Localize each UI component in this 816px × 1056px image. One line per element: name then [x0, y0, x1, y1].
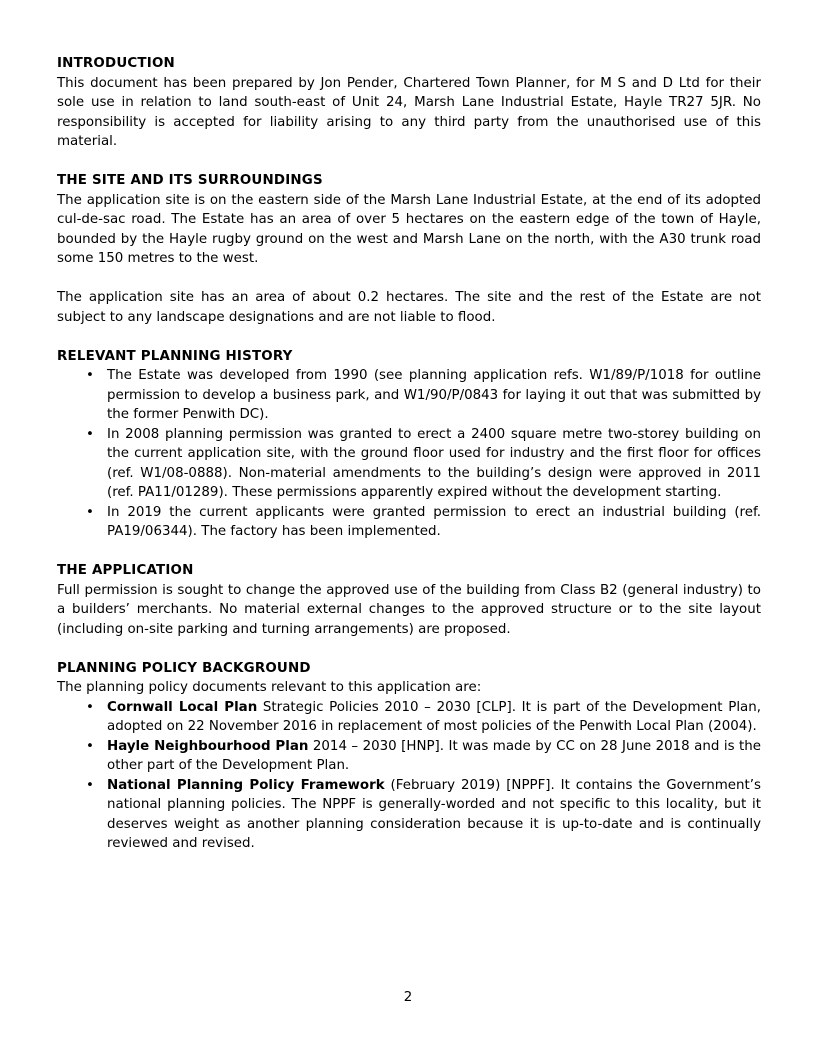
section-heading: INTRODUCTION [57, 56, 175, 71]
bullet-text: The Estate was developed from 1990 (see planning application refs. W1/89/P/1018 for outline permission to develop a business park, and W1/90/P/0843 for laying it out that was submitted by the former Penwith DC). [107, 368, 761, 422]
bullet-text: 2014 – 2030 [HNP]. It was made by CC on 28 June 2018 and is the other part of the Development Plan. [107, 738, 761, 773]
bullet-text: (February 2019) [NPPF]. It contains the Government’s national planning policies. The NPPF is generally-worded and not specific to this locality, but it deserves weight as another planning consideration because it is up-to-date and is continually reviewed and revised. [107, 777, 761, 851]
page-content [57, 54, 761, 873]
paragraph: This document has been prepared by Jon Pender, Chartered Town Planner, for M S and D Ltd for their sole use in relation to land south-east of Unit 24, Marsh Lane Industrial Estate, Hayle TR27 5JR. No responsibility is accepted for liability arising to any third party from the unauthorised use of this material. [57, 75, 761, 149]
bullet-bold-lead: Cornwall Local Plan [107, 699, 258, 715]
bullet-text: In 2019 the current applicants were granted permission to erect an industrial building (ref. PA19/06344). The factory has been implemented. [107, 504, 761, 539]
bullet-item [57, 737, 761, 776]
paragraph: The planning policy documents relevant to this application are: [57, 680, 482, 695]
section-site-and-surroundings [57, 171, 761, 327]
bullet-item [57, 503, 761, 542]
bullet-item [57, 698, 761, 737]
section-relevant-planning-history [57, 347, 761, 542]
paragraph: Full permission is sought to change the approved use of the building from Class B2 (general industry) to a builders’ merchants. No material external changes to the approved structure or to the site layout (including on-site parking and turning arrangements) are proposed. [57, 582, 761, 637]
paragraph: The application site has an area of about 0.2 hectares. The site and the rest of the Estate are not subject to any landscape designations and are not liable to flood. [57, 290, 761, 325]
bullet-list [57, 698, 761, 854]
section-heading: PLANNING POLICY BACKGROUND [57, 660, 311, 676]
bullet-text: Strategic Policies 2010 – 2030 [CLP]. It is part of the Development Plan, adopted on 22 November 2016 in replacement of most policies of the Penwith Local Plan (2004). [107, 699, 761, 734]
bullet-item [57, 425, 761, 503]
bullet-bold-lead: Hayle Neighbourhood Plan [107, 738, 309, 754]
bullet-item [57, 776, 761, 854]
bullet-text: In 2008 planning permission was granted to erect a 2400 square metre two-storey building on the current application site, with the ground floor used for industry and the first floor for offices (ref. W1/08-0888). Non-material amendments to the building’s design were approved in 2011 (ref. PA11/01289). These permissions apparently expired without the development starting. [107, 426, 761, 500]
paragraph: The application site is on the eastern side of the Marsh Lane Industrial Estate, at the end of its adopted cul-de-sac road. The Estate has an area of over 5 hectares on the eastern edge of the town of Hayle, bounded by the Hayle rugby ground on the west and Marsh Lane on the north, with the A30 trunk road some 150 metres to the west. [57, 192, 761, 266]
section-heading: RELEVANT PLANNING HISTORY [57, 348, 293, 364]
bullet-list [57, 366, 761, 542]
section-heading: THE APPLICATION [57, 563, 194, 578]
section-heading: THE SITE AND ITS SURROUNDINGS [57, 173, 323, 188]
section-planning-policy-background [57, 659, 761, 854]
bullet-bold-lead: National Planning Policy Framework [107, 777, 385, 793]
section-introduction [57, 54, 761, 152]
page-number: 2 [403, 990, 413, 1005]
section-the-application [57, 561, 761, 639]
bullet-item [57, 366, 761, 425]
